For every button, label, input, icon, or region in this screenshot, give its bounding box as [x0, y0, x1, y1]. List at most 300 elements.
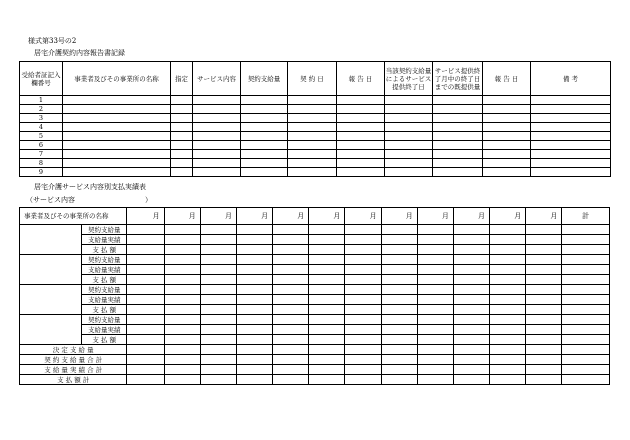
month-header: 月 — [127, 208, 164, 225]
header-report-date: 報 告 日 — [337, 62, 385, 96]
summary-cell — [526, 355, 562, 365]
row-number: 6 — [20, 141, 63, 150]
amount-cell — [345, 255, 381, 265]
contract-cell — [433, 150, 483, 159]
contract-cell — [193, 123, 241, 132]
amount-cell — [345, 315, 381, 325]
header-remarks: 備 考 — [531, 62, 611, 96]
month-header: 月 — [345, 208, 381, 225]
contract-cell — [337, 141, 385, 150]
summary-cell — [127, 365, 164, 375]
header-designation: 指定 — [171, 62, 193, 96]
amount-cell — [562, 235, 610, 245]
amount-cell — [164, 305, 200, 315]
amount-cell — [164, 225, 200, 235]
amount-cell — [526, 335, 562, 345]
summary-cell — [526, 365, 562, 375]
contract-cell — [531, 105, 611, 114]
header-provider-name: 事業者及びその事業所の名称 — [63, 62, 171, 96]
contract-cell — [171, 105, 193, 114]
contract-cell — [483, 123, 531, 132]
amount-cell — [345, 235, 381, 245]
payment-row — [20, 315, 610, 325]
amount-cell — [490, 285, 526, 295]
amount-cell — [526, 305, 562, 315]
amount-cell — [200, 235, 236, 245]
contract-cell — [433, 105, 483, 114]
amount-cell — [236, 325, 272, 335]
contract-cell — [385, 168, 433, 177]
service-line: （サービス内容 ） — [26, 196, 152, 204]
amount-cell — [381, 305, 417, 315]
contract-cell — [385, 114, 433, 123]
row-number: 4 — [20, 123, 63, 132]
row-number: 3 — [20, 114, 63, 123]
summary-cell — [381, 375, 417, 385]
summary-cell — [127, 375, 164, 385]
contract-cell — [63, 150, 171, 159]
contract-cell — [63, 123, 171, 132]
row-number: 9 — [20, 168, 63, 177]
summary-cell — [127, 355, 164, 365]
amount-cell — [526, 295, 562, 305]
contract-cell — [193, 168, 241, 177]
payment-row — [20, 305, 610, 315]
amount-cell — [562, 265, 610, 275]
amount-cell — [345, 225, 381, 235]
summary-cell — [417, 375, 453, 385]
contract-cell — [193, 105, 241, 114]
contract-cell — [63, 159, 171, 168]
payment-row — [20, 235, 610, 245]
row-number: 2 — [20, 105, 63, 114]
contract-cell — [531, 168, 611, 177]
amount-cell — [345, 295, 381, 305]
amount-cell — [200, 265, 236, 275]
amount-cell — [200, 225, 236, 235]
payment-row — [20, 335, 610, 345]
month-header: 月 — [490, 208, 526, 225]
amount-cell — [453, 235, 489, 245]
summary-cell — [381, 355, 417, 365]
header-provider-name: 事業者及びその事業所の名称 — [20, 208, 127, 225]
amount-cell — [345, 265, 381, 275]
amount-cell — [381, 325, 417, 335]
amount-cell — [236, 225, 272, 235]
amount-cell — [417, 325, 453, 335]
payment-row — [20, 255, 610, 265]
payment-row — [20, 265, 610, 275]
month-header: 月 — [526, 208, 562, 225]
amount-cell — [453, 225, 489, 235]
amount-cell — [562, 285, 610, 295]
summary-row — [20, 345, 610, 355]
amount-cell — [309, 325, 345, 335]
amount-cell — [309, 335, 345, 345]
amount-cell — [381, 275, 417, 285]
amount-cell — [345, 285, 381, 295]
amount-cell — [127, 285, 164, 295]
contract-cell — [241, 132, 288, 141]
amount-cell — [236, 245, 272, 255]
amount-cell — [453, 285, 489, 295]
contract-cell — [241, 114, 288, 123]
contract-cell — [531, 96, 611, 105]
contract-row — [20, 105, 611, 114]
amount-cell — [453, 325, 489, 335]
contract-row — [20, 132, 611, 141]
bottom-title: 居宅介護サービス内容別支払実績表 — [34, 183, 146, 191]
contract-cell — [531, 132, 611, 141]
amount-cell — [381, 295, 417, 305]
row-label: 支 払 額 — [81, 275, 126, 285]
summary-cell — [490, 365, 526, 375]
amount-cell — [490, 265, 526, 275]
contract-cell — [385, 159, 433, 168]
contract-cell — [483, 159, 531, 168]
amount-cell — [200, 245, 236, 255]
contract-cell — [531, 141, 611, 150]
contract-cell — [193, 141, 241, 150]
header-end-date: 当該契約支給量によるサービス提供終了日 — [385, 62, 433, 96]
contract-cell — [171, 168, 193, 177]
amount-cell — [127, 295, 164, 305]
amount-cell — [309, 225, 345, 235]
amount-cell — [127, 225, 164, 235]
amount-cell — [273, 265, 309, 275]
amount-cell — [526, 235, 562, 245]
contract-cell — [337, 168, 385, 177]
contract-report-table — [19, 61, 611, 177]
amount-cell — [127, 235, 164, 245]
amount-cell — [200, 315, 236, 325]
summary-cell — [417, 365, 453, 375]
month-header: 月 — [381, 208, 417, 225]
amount-cell — [345, 305, 381, 315]
amount-cell — [200, 275, 236, 285]
amount-cell — [164, 255, 200, 265]
amount-cell — [127, 305, 164, 315]
summary-cell — [164, 375, 200, 385]
summary-cell — [309, 355, 345, 365]
summary-cell — [164, 345, 200, 355]
row-number: 5 — [20, 132, 63, 141]
amount-cell — [381, 245, 417, 255]
summary-row — [20, 365, 610, 375]
amount-cell — [236, 265, 272, 275]
contract-cell — [385, 132, 433, 141]
provider-name-cell — [20, 225, 82, 255]
amount-cell — [562, 255, 610, 265]
amount-cell — [562, 305, 610, 315]
summary-cell — [200, 345, 236, 355]
amount-cell — [490, 245, 526, 255]
contract-cell — [531, 159, 611, 168]
summary-cell — [417, 355, 453, 365]
summary-cell — [200, 365, 236, 375]
amount-cell — [273, 245, 309, 255]
contract-cell — [241, 168, 288, 177]
contract-cell — [288, 150, 337, 159]
amount-cell — [381, 315, 417, 325]
amount-cell — [562, 225, 610, 235]
amount-cell — [381, 285, 417, 295]
contract-row — [20, 114, 611, 123]
header-report-date-2: 報 告 日 — [483, 62, 531, 96]
amount-cell — [236, 315, 272, 325]
contract-cell — [337, 132, 385, 141]
amount-cell — [309, 315, 345, 325]
summary-cell — [273, 345, 309, 355]
contract-cell — [531, 150, 611, 159]
amount-cell — [345, 325, 381, 335]
amount-cell — [273, 255, 309, 265]
contract-cell — [288, 123, 337, 132]
top-title: 居宅介護契約内容報告書記録 — [34, 49, 125, 57]
summary-cell — [236, 355, 272, 365]
amount-cell — [526, 315, 562, 325]
summary-label: 支 給 量 実 績 合 計 — [20, 365, 127, 375]
contract-cell — [385, 150, 433, 159]
header-service: サービス内容 — [193, 62, 241, 96]
amount-cell — [562, 245, 610, 255]
contract-row — [20, 159, 611, 168]
summary-cell — [417, 345, 453, 355]
amount-cell — [381, 235, 417, 245]
contract-cell — [193, 114, 241, 123]
contract-cell — [433, 168, 483, 177]
amount-cell — [381, 225, 417, 235]
contract-row — [20, 168, 611, 177]
amount-cell — [490, 305, 526, 315]
contract-cell — [63, 114, 171, 123]
contract-cell — [433, 114, 483, 123]
amount-cell — [127, 265, 164, 275]
contract-cell — [241, 150, 288, 159]
contract-cell — [337, 123, 385, 132]
amount-cell — [127, 275, 164, 285]
amount-cell — [273, 235, 309, 245]
amount-cell — [526, 225, 562, 235]
contract-row — [20, 150, 611, 159]
summary-row — [20, 355, 610, 365]
summary-cell — [345, 355, 381, 365]
summary-row — [20, 375, 610, 385]
contract-cell — [241, 123, 288, 132]
provider-name-cell — [20, 315, 82, 345]
contract-cell — [385, 96, 433, 105]
amount-cell — [562, 275, 610, 285]
summary-cell — [164, 365, 200, 375]
amount-cell — [236, 335, 272, 345]
summary-label: 決 定 支 給 量 — [20, 345, 127, 355]
contract-cell — [63, 96, 171, 105]
summary-cell — [273, 355, 309, 365]
contract-cell — [433, 159, 483, 168]
amount-cell — [236, 285, 272, 295]
contract-cell — [385, 141, 433, 150]
amount-cell — [417, 255, 453, 265]
amount-cell — [562, 325, 610, 335]
amount-cell — [164, 265, 200, 275]
amount-cell — [164, 315, 200, 325]
amount-cell — [562, 335, 610, 345]
form-number: 様式第33号の2 — [28, 37, 77, 45]
amount-cell — [273, 335, 309, 345]
amount-cell — [417, 305, 453, 315]
row-label: 契約支給量 — [81, 285, 126, 295]
amount-cell — [417, 235, 453, 245]
amount-cell — [164, 285, 200, 295]
amount-cell — [490, 325, 526, 335]
payment-row — [20, 275, 610, 285]
contract-cell — [483, 141, 531, 150]
amount-cell — [417, 285, 453, 295]
amount-cell — [453, 305, 489, 315]
summary-cell — [127, 345, 164, 355]
header-contract-amount: 契約支給量 — [241, 62, 288, 96]
amount-cell — [309, 285, 345, 295]
amount-cell — [526, 265, 562, 275]
amount-cell — [164, 235, 200, 245]
amount-cell — [453, 315, 489, 325]
amount-cell — [526, 285, 562, 295]
row-label: 契約支給量 — [81, 225, 126, 235]
contract-cell — [433, 96, 483, 105]
summary-cell — [562, 355, 610, 365]
amount-cell — [345, 335, 381, 345]
contract-cell — [171, 114, 193, 123]
amount-cell — [127, 255, 164, 265]
provider-name-cell — [20, 285, 82, 315]
header-provided-amount: サービス提供終了月中の終了日までの既提供量 — [433, 62, 483, 96]
summary-cell — [453, 365, 489, 375]
contract-cell — [483, 168, 531, 177]
amount-cell — [490, 255, 526, 265]
amount-cell — [490, 235, 526, 245]
contract-row — [20, 96, 611, 105]
contract-cell — [288, 96, 337, 105]
summary-cell — [309, 345, 345, 355]
amount-cell — [309, 245, 345, 255]
amount-cell — [490, 335, 526, 345]
summary-cell — [273, 375, 309, 385]
contract-cell — [288, 132, 337, 141]
amount-cell — [490, 275, 526, 285]
amount-cell — [309, 265, 345, 275]
summary-label: 契 約 支 給 量 合 計 — [20, 355, 127, 365]
month-header: 月 — [309, 208, 345, 225]
summary-cell — [453, 345, 489, 355]
summary-cell — [381, 365, 417, 375]
amount-cell — [309, 305, 345, 315]
amount-cell — [453, 275, 489, 285]
contract-cell — [63, 132, 171, 141]
amount-cell — [417, 315, 453, 325]
amount-cell — [164, 335, 200, 345]
contract-cell — [288, 114, 337, 123]
contract-cell — [337, 105, 385, 114]
contract-cell — [171, 159, 193, 168]
amount-cell — [453, 335, 489, 345]
summary-cell — [453, 355, 489, 365]
month-header: 月 — [273, 208, 309, 225]
amount-cell — [453, 255, 489, 265]
header-recipient-number: 受給者証記入欄番号 — [20, 62, 63, 96]
contract-cell — [385, 105, 433, 114]
month-header: 月 — [164, 208, 200, 225]
summary-cell — [526, 345, 562, 355]
contract-cell — [171, 132, 193, 141]
top-header-row — [20, 62, 611, 96]
amount-cell — [417, 225, 453, 235]
row-label: 支給量実績 — [81, 325, 126, 335]
amount-cell — [309, 275, 345, 285]
row-label: 契約支給量 — [81, 255, 126, 265]
amount-cell — [490, 295, 526, 305]
amount-cell — [490, 315, 526, 325]
amount-cell — [236, 235, 272, 245]
amount-cell — [164, 245, 200, 255]
summary-cell — [453, 375, 489, 385]
amount-cell — [526, 255, 562, 265]
amount-cell — [417, 245, 453, 255]
contract-cell — [385, 123, 433, 132]
row-label: 支給量実績 — [81, 265, 126, 275]
amount-cell — [164, 295, 200, 305]
amount-cell — [309, 235, 345, 245]
contract-cell — [241, 96, 288, 105]
amount-cell — [381, 255, 417, 265]
contract-cell — [193, 96, 241, 105]
contract-cell — [193, 132, 241, 141]
amount-cell — [345, 245, 381, 255]
amount-cell — [127, 335, 164, 345]
amount-cell — [526, 275, 562, 285]
payment-row — [20, 225, 610, 235]
contract-cell — [483, 114, 531, 123]
summary-cell — [309, 375, 345, 385]
summary-cell — [309, 365, 345, 375]
month-header: 月 — [200, 208, 236, 225]
row-label: 支給量実績 — [81, 235, 126, 245]
summary-cell — [490, 375, 526, 385]
summary-cell — [562, 345, 610, 355]
month-header: 月 — [453, 208, 489, 225]
contract-cell — [337, 114, 385, 123]
payment-row — [20, 285, 610, 295]
amount-cell — [273, 225, 309, 235]
total-header: 計 — [562, 208, 610, 225]
contract-cell — [193, 150, 241, 159]
contract-cell — [193, 159, 241, 168]
row-number: 7 — [20, 150, 63, 159]
summary-cell — [236, 345, 272, 355]
contract-cell — [483, 132, 531, 141]
contract-cell — [241, 141, 288, 150]
payment-row — [20, 295, 610, 305]
contract-cell — [241, 159, 288, 168]
summary-cell — [381, 345, 417, 355]
contract-cell — [63, 141, 171, 150]
amount-cell — [562, 315, 610, 325]
amount-cell — [164, 325, 200, 335]
contract-cell — [483, 96, 531, 105]
contract-cell — [63, 105, 171, 114]
amount-cell — [273, 295, 309, 305]
summary-cell — [526, 375, 562, 385]
contract-cell — [171, 123, 193, 132]
